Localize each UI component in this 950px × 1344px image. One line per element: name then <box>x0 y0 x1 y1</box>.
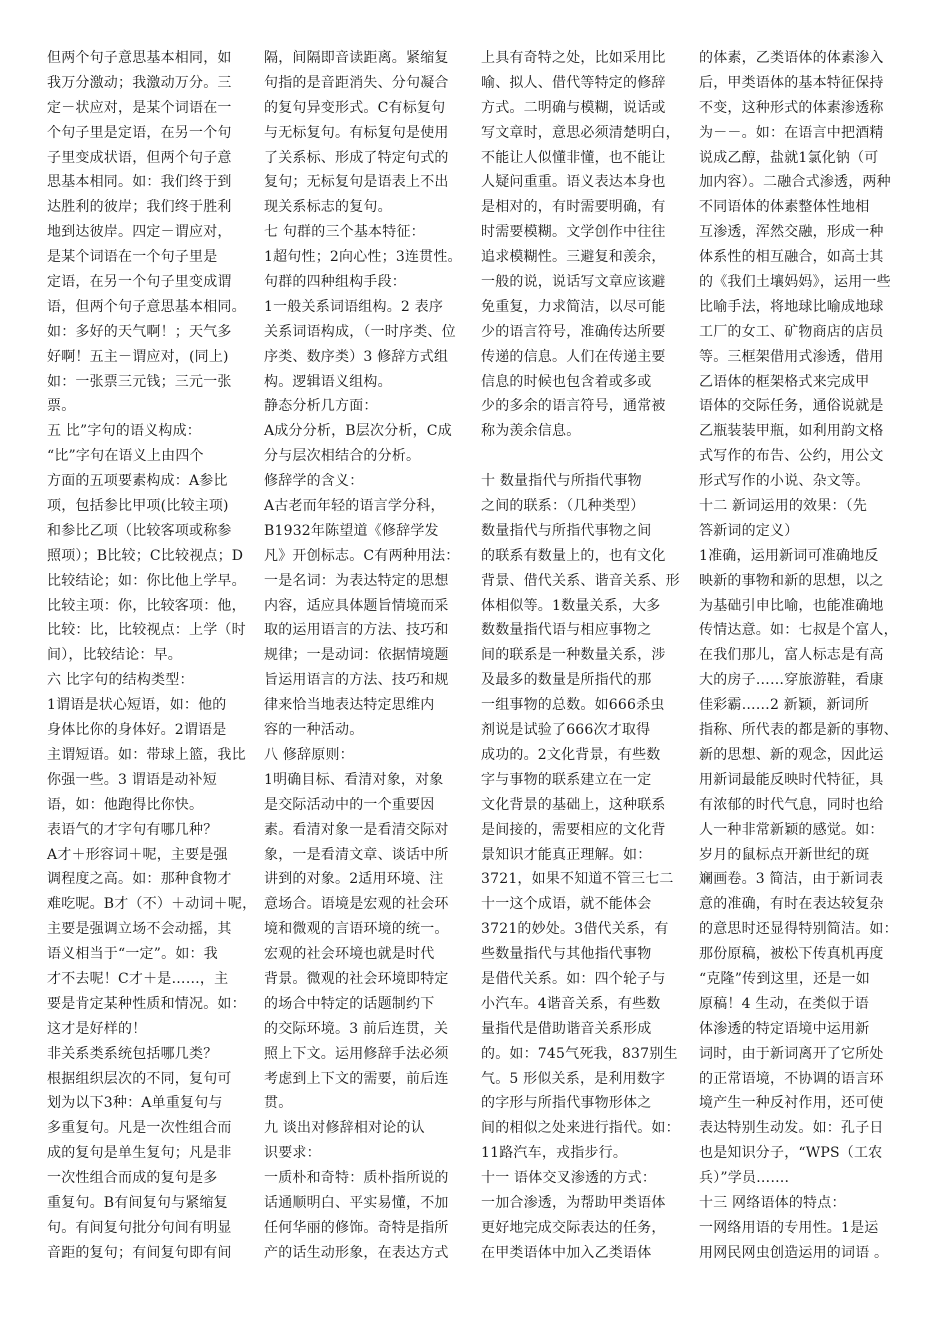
text-line: 一般的说，说话写文章应该避 <box>481 274 666 291</box>
text-line: 象，一是看清文章、谈话中所 <box>264 846 449 863</box>
text-line: 根据组织层次的不同，复句可 <box>47 1070 232 1087</box>
text-line: 为－－。如：在语言中把酒精 <box>699 124 884 141</box>
text-line: 的《我们土壤妈妈》，运用一些 <box>699 274 891 291</box>
text-line: 岁月的鼠标点开新世纪的斑 <box>699 846 870 863</box>
text-line: 十三 网络语体的特点： <box>699 1194 846 1211</box>
text-line: B1932年陈望道《修辞学发 <box>264 522 439 539</box>
text-line: 人一种非常新颖的感觉。如： <box>699 821 884 838</box>
text-line: 静态分析几方面： <box>264 398 378 415</box>
text-line: 词时，由于新词离开了它所处 <box>699 1045 884 1062</box>
text-line: 容的一种活动。 <box>264 722 364 739</box>
text-line: 句群的四种组构手段： <box>264 274 406 291</box>
text-line: 3721，如果不知道不管三七二 <box>481 871 674 888</box>
text-line <box>481 444 679 469</box>
text-line: 要是肯定某种性质和情况。如： <box>47 995 246 1012</box>
text-line: 不变，这种形式的体素渗透称 <box>699 99 884 116</box>
text-line: 小汽车。4谐音关系，有些数 <box>481 995 661 1012</box>
text-column-2 <box>264 46 462 1266</box>
text-line: 映新的事物和新的思想，以之 <box>699 572 884 589</box>
text-line: 取的运用语言的方法、技巧和 <box>264 622 449 639</box>
text-line: 凡》开创标志。C有两种用法： <box>264 547 460 564</box>
text-line: 十一 语体交叉渗透的方式： <box>481 1170 657 1187</box>
text-line: 斓画卷。3 简洁，由于新词表 <box>699 871 884 888</box>
text-line: 十 数量指代与所指代事物 <box>481 473 642 490</box>
text-line: 九 谈出对修辞相对论的认 <box>264 1120 425 1137</box>
text-line: 如：多好的天气啊！；天气多 <box>47 323 232 340</box>
text-line: 传递的信息。人们在传递主要 <box>481 348 666 365</box>
text-line: 的交际环境。3 前后连贯，关 <box>264 1020 449 1037</box>
text-line: 是相对的，有时需要明确，有 <box>481 199 666 216</box>
text-line: 讲到的对象。2适用环境、注 <box>264 871 444 888</box>
text-line: 思基本相同。如：我们终于到 <box>47 174 232 191</box>
text-line: 调程度之高。如：那种食物才 <box>47 871 232 888</box>
text-line: 的正常语境，不协调的语言环 <box>699 1070 884 1087</box>
text-line: 加内容）。二融合式渗透，两种 <box>699 174 891 191</box>
text-line: 1一般关系词语组构。2 表序 <box>264 298 444 315</box>
text-line: 之间的联系：（几种类型） <box>481 498 645 515</box>
text-line: 等。三框架借用式渗透，借用 <box>699 348 884 365</box>
text-line: 1超句性；2向心性；3连贯性。 <box>264 249 462 266</box>
text-line: 间），比较结论：早。 <box>47 647 182 664</box>
text-line: A成分分析，B层次分析，C成 <box>264 423 452 440</box>
text-line: 方面的五项要素构成：A参比 <box>47 473 228 490</box>
text-line: 内容，适应具体题旨情境而采 <box>264 597 449 614</box>
text-line: 称为羡余信息。 <box>481 423 581 440</box>
text-line: 体相似等。1数量关系，大多 <box>481 597 661 614</box>
text-line: 传情达意。如：七叔是个富人， <box>699 622 898 639</box>
text-line: 构。逻辑语义组构。 <box>264 373 392 390</box>
text-line: 重复句。B有间复句与紧缩复 <box>47 1194 228 1211</box>
text-line: 任何华丽的修饰。奇特是指所 <box>264 1219 449 1236</box>
text-line: 答新词的定义） <box>699 522 799 539</box>
text-line: 背景、借代关系、谐音关系、形 <box>481 572 680 589</box>
text-line: 的。如：745气死我，837别生 <box>481 1045 678 1062</box>
text-line: 的意思时还显得特别简洁。如： <box>699 921 898 938</box>
text-line: 划为以下3种：A单重复句与 <box>47 1095 223 1112</box>
text-line: 语，但两个句子意思基本相同。 <box>47 298 246 315</box>
text-line: 气。5 形似关系，是利用数字 <box>481 1070 666 1087</box>
text-line: 照上下文。运用修辞手法必须 <box>264 1045 449 1062</box>
text-line: 一加合渗透，为帮助甲类语体 <box>481 1194 666 1211</box>
text-line: 地到达彼岸。四定－谓应对， <box>47 224 232 241</box>
text-line: 背景。微观的社会环境即特定 <box>264 970 449 987</box>
text-line: 意场合。语境是宏观的社会环 <box>264 896 449 913</box>
text-line: 了关系标、形成了特定句式的 <box>264 149 449 166</box>
text-line: 工厂的女工、矿物商店的店员 <box>699 323 884 340</box>
text-line: 表达特别生动发。如：孔子日 <box>699 1120 884 1137</box>
text-line: 但两个句子意思基本相同，如 <box>47 50 232 66</box>
text-column-1 <box>47 46 257 1266</box>
text-line: 互渗透，浑然交融，形成一种 <box>699 224 884 241</box>
text-line: 话通顺明白、平实易懂，不加 <box>264 1194 449 1211</box>
text-line: 好啊！五主－谓应对，(同上) <box>47 348 229 365</box>
text-line: 的联系有数量上的，也有文化 <box>481 547 666 564</box>
text-line: 照项）；B比较；C比较视点；D <box>47 547 244 564</box>
text-line: 旨运用语言的方法、技巧和规 <box>264 672 449 689</box>
text-line: 多重复句。凡是一次性组合而 <box>47 1120 232 1137</box>
text-line: 的场合中特定的话题制约下 <box>264 995 435 1012</box>
text-line: 修辞学的含义： <box>264 473 364 490</box>
text-line: 身体比你的身体好。2谓语是 <box>47 722 227 739</box>
text-line: 十一这个成语，就不能体会 <box>481 896 652 913</box>
text-line: 八 修辞原则： <box>264 746 354 763</box>
text-line: 音距的复句；有间复句即有间 <box>47 1244 232 1261</box>
text-line: 后，甲类语体的基本特征保持 <box>699 74 884 91</box>
text-line: 序类、数序类）3 修辞方式组 <box>264 348 449 365</box>
text-line: 这才是好样的！ <box>47 1020 147 1037</box>
text-line: 写文章时，意思必须清楚明白， <box>481 124 680 141</box>
text-line: 追求模糊性。三避复和羡余， <box>481 249 666 266</box>
text-line: 意的准确，有时在表达较复杂 <box>699 896 884 913</box>
text-line: 用网民网虫创造运用的词语 。 <box>699 1244 889 1261</box>
text-line: 比较结论；如：你比他上学早。 <box>47 572 246 589</box>
text-line: 项，包括参比甲项(比较主项) <box>47 498 229 515</box>
text-line: 时需要模糊。文学创作中往往 <box>481 224 666 241</box>
text-line: 及最多的数量是所指代的那 <box>481 672 652 689</box>
text-line: 的体素，乙类语体的体素渗入 <box>699 50 884 66</box>
text-line: 如：一张票三元钱；三元一张 <box>47 373 232 390</box>
text-line: 间的联系是一种数量关系，涉 <box>481 647 666 664</box>
text-line: 的复句异变形式。C有标复句 <box>264 99 446 116</box>
text-line: 更好地完成交际表达的任务， <box>481 1219 666 1236</box>
text-line: 成功的。2文化背景，有些数 <box>481 746 661 763</box>
text-line: 也是知识分子，“WPS（工农 <box>699 1145 883 1162</box>
text-line: 字与事物的联系建立在一定 <box>481 771 652 788</box>
text-line: 主要是强调立场不会动摇，其 <box>47 921 232 938</box>
text-line: 在甲类语体中加入乙类语体 <box>481 1244 652 1261</box>
text-line: 规律；一是动词：依据情境题 <box>264 647 449 664</box>
text-line: 人疑问重重。语义表达本身也 <box>481 174 666 191</box>
text-line: 语，如：他跑得比你快。 <box>47 796 204 813</box>
text-line: 五 比”字句的语义构成： <box>47 423 202 440</box>
text-line: 用新词最能反映时代特征，具 <box>699 771 884 788</box>
text-line: 剂说是试验了666次才取得 <box>481 722 651 739</box>
text-line: 是间接的，需要相应的文化背 <box>481 821 666 838</box>
text-line: 是交际活动中的一个重要因 <box>264 796 435 813</box>
text-line: 律来恰当地表达特定思维内 <box>264 697 435 714</box>
text-line: 免重复，力求简洁，以尽可能 <box>481 298 666 315</box>
text-line: 比较：比，比较视点：上学（时 <box>47 622 246 639</box>
text-line: 佳彩霸……2 新颖，新词所 <box>699 697 869 714</box>
text-line: 比较主项：你，比较客项：他， <box>47 597 246 614</box>
text-line: 一网络用语的专用性。1是运 <box>699 1219 879 1236</box>
text-line: 式写作的布告、公约，用公文 <box>699 448 884 465</box>
text-line: 1准确，运用新词可准确地反 <box>699 547 879 564</box>
text-line: 七 句群的三个基本特征： <box>264 224 425 241</box>
text-line: 那份原稿，被松下传真机再度 <box>699 946 884 963</box>
text-line: 方式。二明确与模糊，说话或 <box>481 99 666 116</box>
text-line: 有浓郁的时代气息，同时也给 <box>699 796 884 813</box>
text-line: 指称、所代表的都是新的事物、 <box>699 722 898 739</box>
text-line: 比喻手法，将地球比喻成地球 <box>699 298 884 315</box>
text-line: 新的思想、新的观念，因此运 <box>699 746 884 763</box>
text-line: 成的复句是单生复句；凡是非 <box>47 1145 232 1162</box>
text-line: 我万分激动；我激动万分。三 <box>47 74 232 91</box>
text-line: 子里变成状语，但两个句子意 <box>47 149 232 166</box>
text-line: 少的多余的语言符号，通常被 <box>481 398 666 415</box>
text-line: 票。 <box>47 398 76 415</box>
text-line: 句。有间复句批分句间有明显 <box>47 1219 232 1236</box>
text-line: 宏观的社会环境也就是时代 <box>264 946 435 963</box>
text-line: 句指的是音距消失、分句凝合 <box>264 74 449 91</box>
text-line: 形式写作的小说、杂文等。 <box>699 473 870 490</box>
text-line: 现关系标志的复句。 <box>264 199 392 216</box>
text-line: 语义相当于“一定”。如：我 <box>47 946 218 963</box>
text-line: 一组事物的总数。如666杀虫 <box>481 697 665 714</box>
text-line: 主谓短语。如：带球上篮，我比 <box>47 746 246 763</box>
text-line: 才不去呢！C才＋是……，主 <box>47 970 229 987</box>
text-line: 不能让人似懂非懂，也不能让 <box>481 149 666 166</box>
text-line: 关系词语构成，（一时序类、位 <box>264 323 456 340</box>
text-line: 是某个词语在一个句子里是 <box>47 249 218 266</box>
text-line: 大的房子……穿旅游鞋，看康 <box>699 672 884 689</box>
text-line: 素。看清对象一是看清交际对 <box>264 821 449 838</box>
text-line: 识要求： <box>264 1145 321 1162</box>
text-line: 上具有奇特之处，比如采用比 <box>481 50 666 66</box>
text-line: 3721的妙处。3借代关系，有 <box>481 921 669 938</box>
text-line: 表语气的才字句有哪几种？ <box>47 821 218 838</box>
text-line: 喻、拟人、借代等特定的修辞 <box>481 74 666 91</box>
text-line: 和参比乙项（比较客项或称参 <box>47 522 232 539</box>
text-line: 数数量指代语与相应事物之 <box>481 622 652 639</box>
text-line: 六 比字句的结构类型： <box>47 672 194 689</box>
text-line: 兵）”学员……. <box>699 1170 790 1187</box>
text-line: 在我们那儿，富人标志是有高 <box>699 647 884 664</box>
text-line: 定语，在另一个句子里变成谓 <box>47 274 232 291</box>
text-line: 是借代关系。如：四个轮子与 <box>481 970 666 987</box>
text-line: 产的话生动形象，在表达方式 <box>264 1244 449 1261</box>
text-line: 十二 新词运用的效果：（先 <box>699 498 868 515</box>
text-column-4 <box>699 46 899 1266</box>
text-line: 语体的交际任务，通俗说就是 <box>699 398 884 415</box>
text-line: 达胜利的彼岸；我们终于胜利 <box>47 199 232 216</box>
text-line: 一质朴和奇特：质朴指所说的 <box>264 1170 449 1187</box>
text-line: 境产生一种反衬作用，还可使 <box>699 1095 884 1112</box>
text-line: 你强一些。3 谓语是动补短 <box>47 771 217 788</box>
text-line: 说成乙醇，盐就1氯化钠（可 <box>699 149 879 166</box>
text-line: 乙语体的框架格式来完成甲 <box>699 373 870 390</box>
text-line: 的字形与所指代事物形体之 <box>481 1095 652 1112</box>
text-line: 贯。 <box>264 1095 293 1112</box>
text-line: 境和微观的言语环境的统一。 <box>264 921 449 938</box>
text-line: 一次性组合而成的复句是多 <box>47 1170 218 1187</box>
text-line: 些数量指代与其他指代事物 <box>481 946 652 963</box>
text-line: 景知识才能真正理解。如： <box>481 846 652 863</box>
text-line: 体系性的相互融合，如高士其 <box>699 249 884 266</box>
text-line: 个句子里是定语，在另一个句 <box>47 124 232 141</box>
text-line: A才＋形容词＋呢，主要是强 <box>47 846 228 863</box>
text-line: 非关系类系统包括哪几类？ <box>47 1045 218 1062</box>
text-line: 少的语言符号，准确传达所要 <box>481 323 666 340</box>
text-line: 原稿！4 生动，在类似于语 <box>699 995 869 1012</box>
text-line: 考虑到上下文的需要，前后连 <box>264 1070 449 1087</box>
text-line: 复句；无标复句是语表上不出 <box>264 174 449 191</box>
text-line: 间的相似之处来进行指代。如： <box>481 1120 680 1137</box>
text-line: 数量指代与所指代事物之间 <box>481 522 652 539</box>
text-line: 一是名词：为表达特定的思想 <box>264 572 449 589</box>
text-line: 为基础引申比喻，也能准确地 <box>699 597 884 614</box>
text-line: A古老而年轻的语言学分科， <box>264 498 445 515</box>
text-column-3 <box>481 46 679 1266</box>
text-line: 体渗透的特定语境中运用新 <box>699 1020 870 1037</box>
text-line: 信息的时候也包含着或多或 <box>481 373 652 390</box>
text-line: 乙瓶装装甲瓶，如利用韵文格 <box>699 423 884 440</box>
text-line: 与无标复句。有标复句是使用 <box>264 124 449 141</box>
text-line: 隔，间隔即音读距离。紧缩复 <box>264 50 449 66</box>
text-line: 1明确目标、看清对象，对象 <box>264 771 444 788</box>
text-line: 不同语体的体素整体性地相 <box>699 199 870 216</box>
text-line: 量指代是借助谐音关系形成 <box>481 1020 652 1037</box>
text-line: 定－状应对，是某个词语在一 <box>47 99 232 116</box>
text-line: 文化背景的基础上，这种联系 <box>481 796 666 813</box>
text-line: 分与层次相结合的分析。 <box>264 448 421 465</box>
text-line: “比”字句在语义上由四个 <box>47 448 204 465</box>
text-line: 1谓语是状心短语，如：他的 <box>47 697 227 714</box>
text-line: “克隆”传到这里，还是一如 <box>699 970 870 987</box>
text-line: 难吃呢。B才（不）＋动词＋呢， <box>47 896 257 913</box>
text-line: 11路汽车，戎指步行。 <box>481 1145 628 1162</box>
